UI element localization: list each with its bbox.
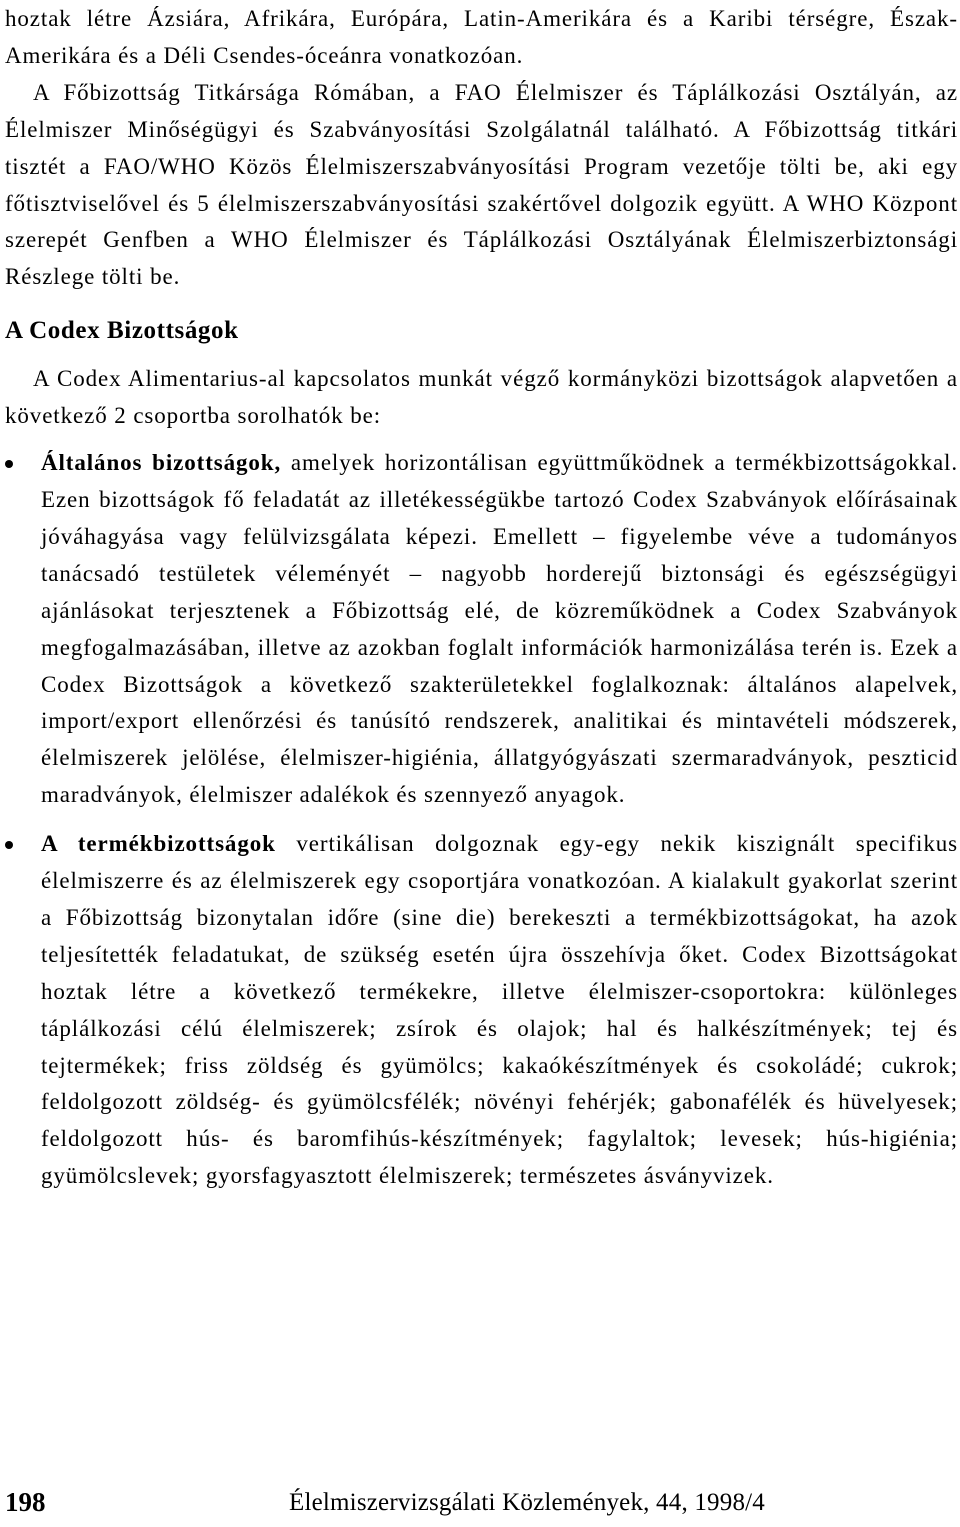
committee-list <box>5 445 958 1195</box>
list-item-text: vertikálisan dolgoznak egy-egy nekik kiszignált specifikus élelmiszerre és az élelmiszerek egy csoportjára vonatkozóan. A kialakult gyakorlat szerint a Főbizottság bizonytalan időre (sine die) berekeszti a termékbizottságokat, ha azok teljesítették feladatukat, de szükség esetén újra összehívja őket. Codex Bizottságokat hoztak létre a következő termékekre, illetve élelmiszer-csoportokra: különleges táplálkozási célú élelmiszerek; zsírok és olajok; hal és halkészítmények; tej és tejtermékek; friss zöldség és gyümölcs; kakaókészítmények és csokoládé; cukrok; feldolgozott zöldség- és gyümölcsfélék; növényi fehérjék; gabonafélék és hüvelyesek; feldolgozott hús- és baromfihús-készítmények; fagylaltok; levesek; hús-higiénia; gyümölcslevek; gyorsfagyasztott élelmiszerek; természetes ásványvizek. <box>41 831 958 1189</box>
journal-citation: Élelmiszervizsgálati Közlemények, 44, 1998/4 <box>288 1489 765 1516</box>
list-item <box>5 826 958 1195</box>
list-item <box>5 445 958 814</box>
intro-paragraph-2: A Főbizottság Titkársága Rómában, a FAO Élelmiszer és Táplálkozási Osztályán, az Élelmiszer Minőségügyi és Szabványosítási Szolgálatnál található. A Főbizottság titkári tisztét a FAO/WHO Közös Élelmiszerszabványosítási Program vezetője tölti be, aki egy főtisztviselővel és 5 élelmiszerszabványosítási szakértővel dolgozik együtt. A WHO Központ szerepét Genfben a WHO Élelmiszer és Táplálkozási Osztályának Élelmiszerbiztonsági Részlege tölti be. <box>5 79 958 290</box>
list-item-text: amelyek horizontálisan együttműködnek a termékbizottságokkal. Ezen bizottságok fő feladatát az illetékességükbe tartozó Codex Szabványok előírásainak jóváhagyása vagy felülvizsgálata képezi. Emellett – figyelembe véve a tudományos tanácsadó testületek véleményét – nagyobb horderejű biztonsági és egészségügyi ajánlásokat terjesztenek a Főbizottság elé, de közreműködnek a Codex Szabványok megfogalmazásában, illetve az azokban foglalt információk harmonizálása terén is. Ezek a Codex Bizottságok a következő szakterületekkel foglalkoznak: általános alapelvek, import/export ellenőrzési és tanúsító rendszerek, analitikai és mintavételi módszerek, élelmiszerek jelölése, élelmiszer-higiénia, állatgyógyászati szermaradványok, peszticid maradványok, élelmiszer adalékok és szennyező anyagok. <box>41 450 958 808</box>
page-content <box>5 0 958 1195</box>
intro-paragraph-1: hoztak létre Ázsiára, Afrikára, Európára, Latin-Amerikára és a Karibi térségre, Észak-Amerikára és a Déli Csendes-óceánra vonatkozóan. <box>5 6 958 68</box>
list-item-lead: A termékbizottságok <box>41 831 276 857</box>
bullet-icon <box>5 841 13 849</box>
section-intro-paragraph: A Codex Alimentarius-al kapcsolatos munkát végző kormányközi bizottságok alapvetően a következő 2 csoportba sorolhatók be: <box>5 366 958 429</box>
bullet-icon <box>5 460 13 468</box>
list-item-lead: Általános bizottságok, <box>41 450 282 476</box>
page-footer <box>5 1487 765 1527</box>
page-number: 198 <box>5 1487 46 1517</box>
section-heading: A Codex Bizottságok <box>5 317 239 345</box>
